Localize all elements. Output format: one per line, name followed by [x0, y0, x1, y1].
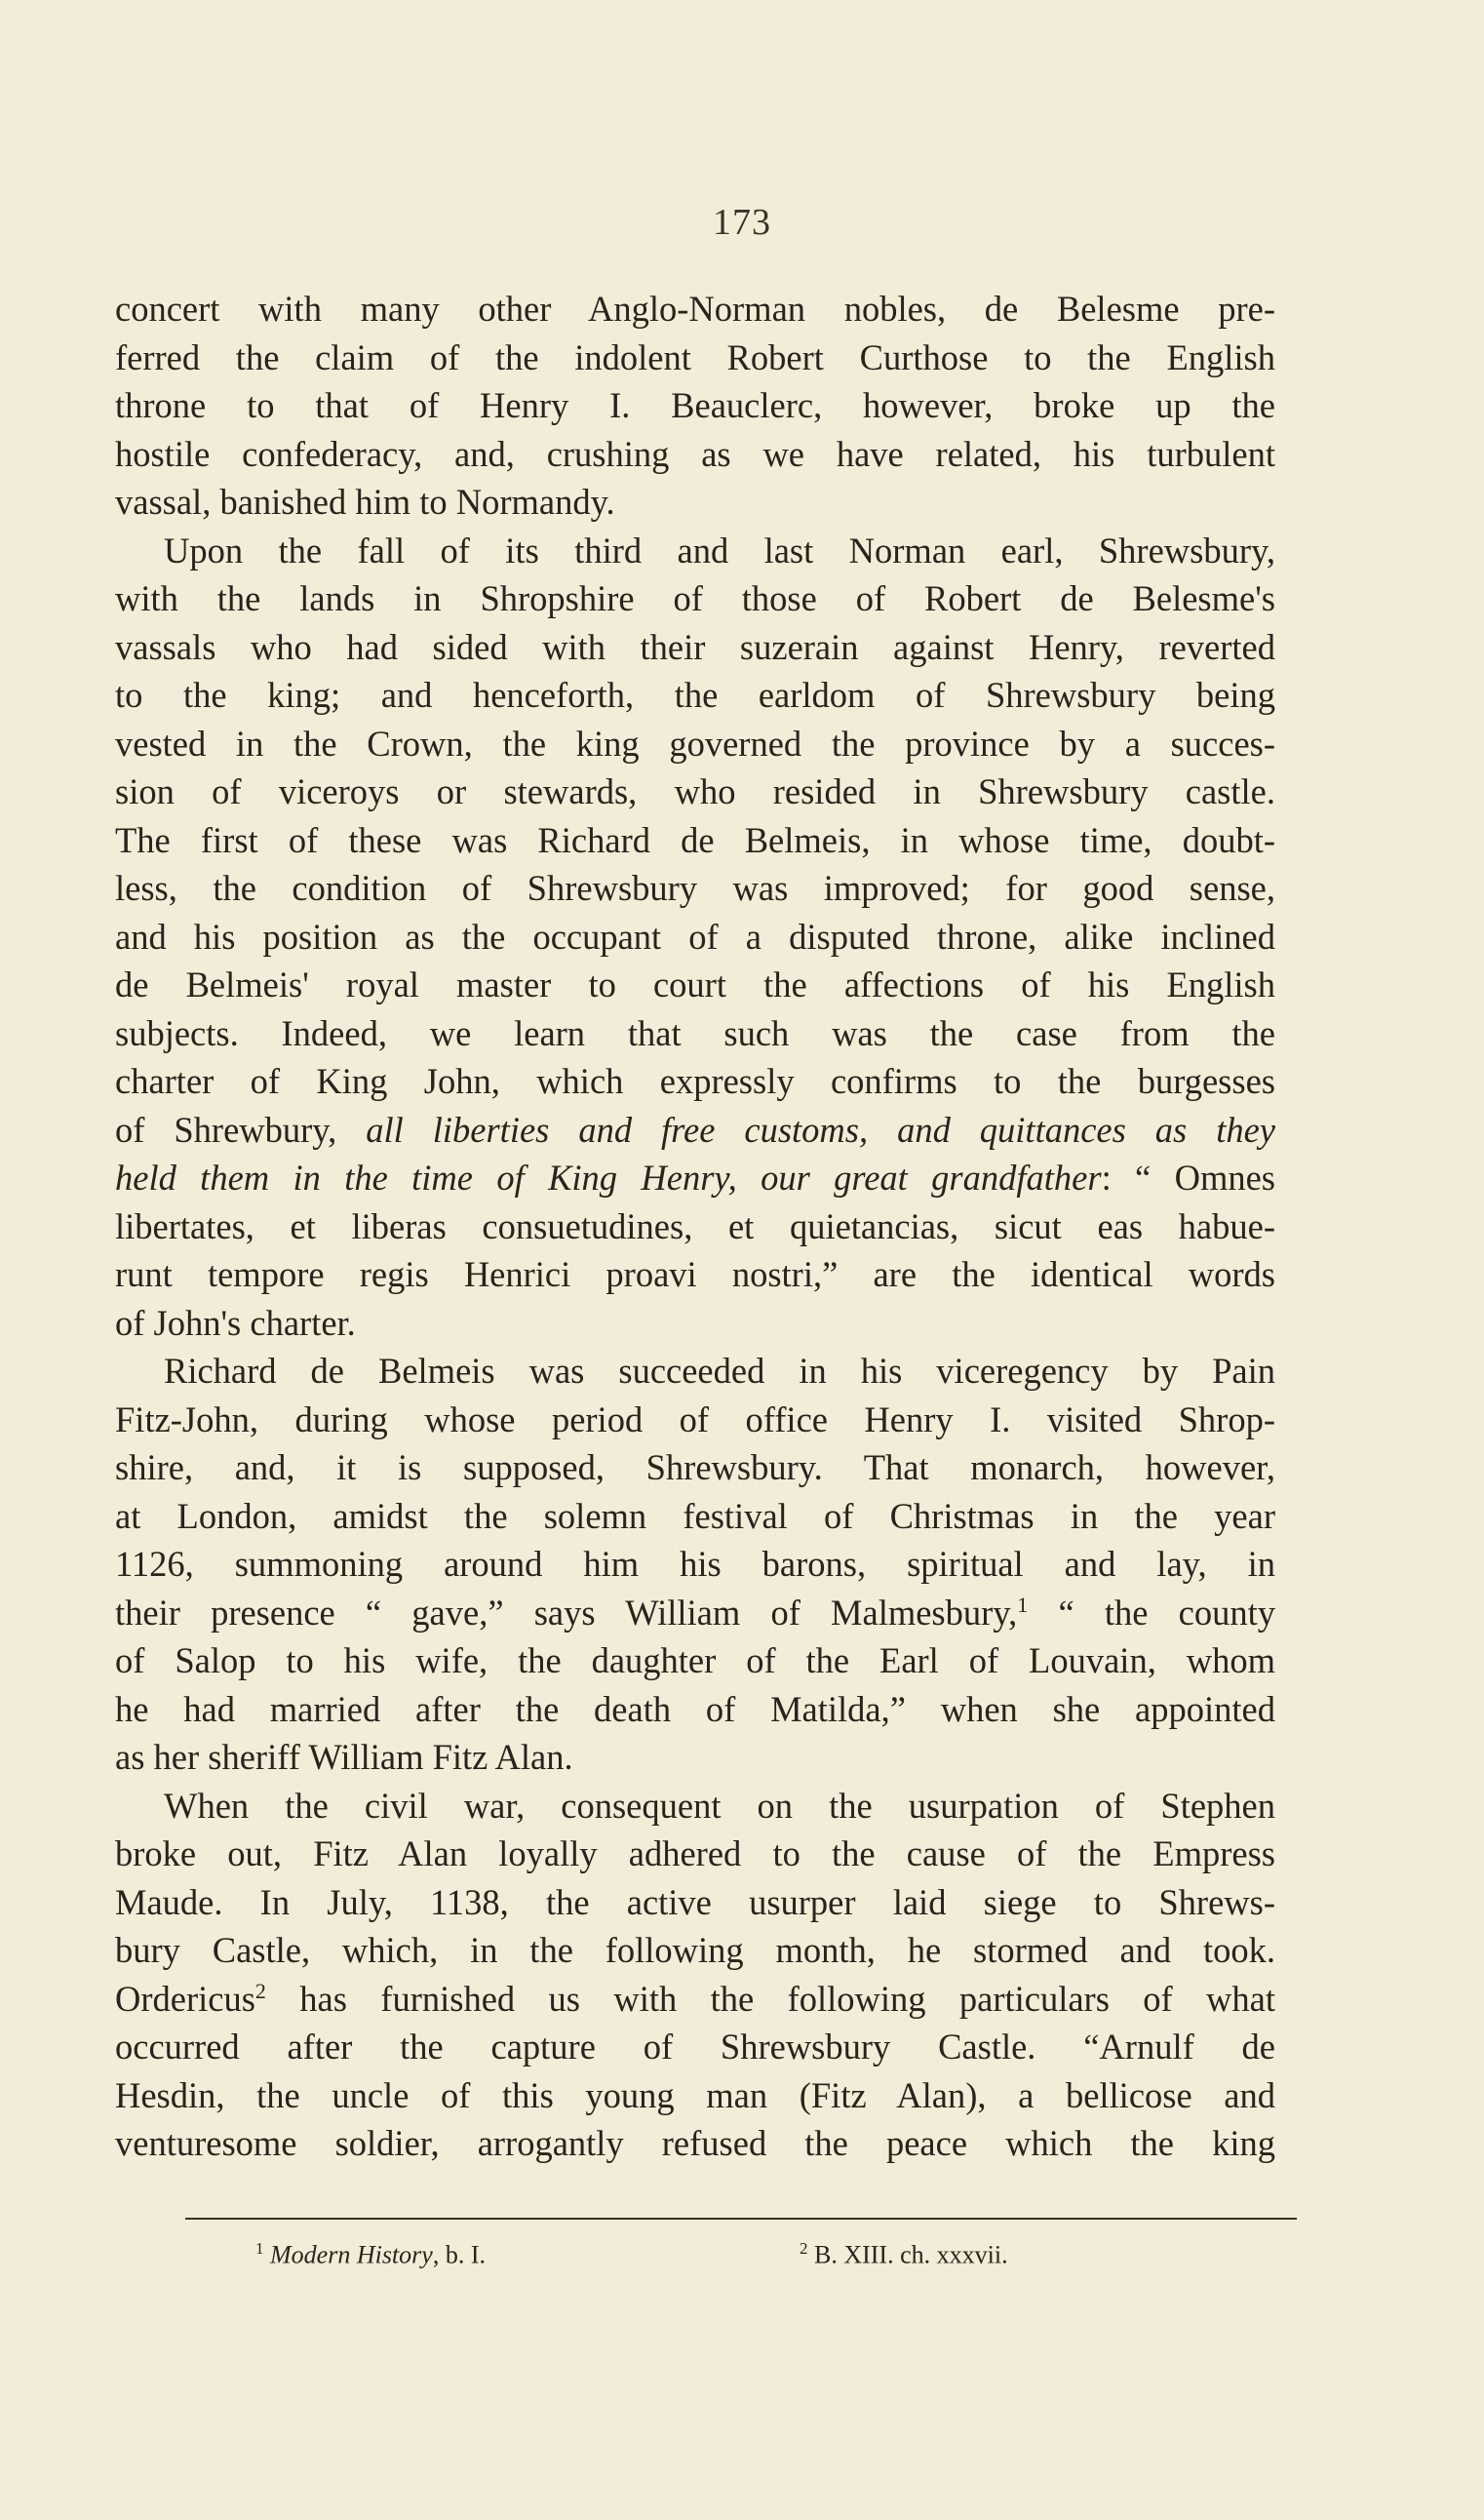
text-span: of Shrewbury, [115, 1109, 367, 1150]
text-line: of John's charter. [115, 1302, 356, 1343]
text-line-mixed [115, 1106, 1275, 1155]
footnote-title: Modern History [270, 2240, 433, 2269]
text-line: bury Castle, which, in the following month, he stormed and took. [115, 1930, 1275, 1970]
text-line: 1126, summoning around him his barons, spiritual and lay, in [115, 1544, 1275, 1584]
text-line: runt tempore regis Henrici proavi nostri,” are the identical words [115, 1254, 1275, 1294]
text-line: and his position as the occupant of a disputed throne, alike inclined [115, 916, 1275, 957]
text-line: Richard de Belmeis was succeeded in his viceregency by Pain [164, 1351, 1275, 1391]
text-line: occurred after the capture of Shrewsbury Castle. “Arnulf de [115, 2027, 1275, 2067]
text-line: with the lands in Shropshire of those of Robert de Belesme's [115, 578, 1275, 618]
text-line: Maude. In July, 1138, the active usurper laid siege to Shrews- [115, 1881, 1275, 1922]
text-span: Ordericus [115, 1978, 255, 2019]
text-line: of Salop to his wife, the daughter of the Earl of Louvain, whom [115, 1640, 1275, 1680]
text-line: The first of these was Richard de Belmeis, in whose time, doubt- [115, 819, 1275, 860]
text-line: shire, and, it is supposed, Shrewsbury. That monarch, however, [115, 1447, 1275, 1487]
text-line: concert with many other Anglo-Norman nobles, de Belesme pre- [115, 289, 1275, 329]
footnote-mark: 1 [255, 2239, 264, 2258]
text-line-mixed [115, 1154, 1275, 1202]
text-line: libertates, et liberas consuetudines, et quietancias, sicut eas habue- [115, 1205, 1275, 1246]
italic-quotation: all liberties and free customs, and quittances as they [366, 1109, 1275, 1150]
footnote-ref-2: 2 [254, 1978, 266, 2003]
text-line: charter of King John, which expressly confirms to the burgesses [115, 1061, 1275, 1101]
footnote-ref-1: 1 [1017, 1592, 1029, 1617]
text-line: vassals who had sided with their suzerain against Henry, reverted [115, 626, 1275, 667]
text-line: he had married after the death of Matilda,” when she appointed [115, 1688, 1275, 1729]
text-line: Fitz-John, during whose period of office Henry I. visited Shrop- [115, 1398, 1275, 1439]
text-line: When the civil war, consequent on the usurpation of Stephen [164, 1785, 1275, 1826]
text-span: their presence “ gave,” says William of Malmesbury, [115, 1592, 1018, 1633]
text-line-mixed [115, 1975, 1275, 2024]
text-line: Upon the fall of its third and last Norman earl, Shrewsbury, [164, 530, 1275, 571]
body-text [115, 285, 1275, 2168]
text-line: vested in the Crown, the king governed the province by a succes- [115, 723, 1275, 764]
text-line: venturesome soldier, arrogantly refused the peace which the king [115, 2123, 1275, 2163]
text-line: hostile confederacy, and, crushing as we have related, his turbulent [115, 433, 1275, 474]
footnote-mark: 2 [800, 2239, 808, 2258]
text-line: as her sheriff William Fitz Alan. [115, 1737, 573, 1777]
text-line: to the king; and henceforth, the earldom of Shrewsbury being [115, 675, 1275, 715]
text-span: : “ Omnes [1101, 1158, 1275, 1198]
text-line-mixed [115, 1589, 1275, 1637]
text-span: has furnished us with the following particulars of what [265, 1978, 1275, 2019]
page-number: 173 [713, 202, 771, 243]
italic-quotation: held them in the time of King Henry, our great grandfather [115, 1158, 1102, 1198]
footnote-divider [185, 2218, 1297, 2220]
text-line: sion of viceroys or stewards, who resided in Shrewsbury castle. [115, 771, 1275, 811]
text-line: less, the condition of Shrewsbury was improved; for good sense, [115, 868, 1275, 908]
text-line: at London, amidst the solemn festival of Christmas in the year [115, 1495, 1275, 1536]
text-line: subjects. Indeed, we learn that such was the case from the [115, 1012, 1275, 1053]
footnote-2 [800, 2239, 1008, 2270]
text-line: Hesdin, the uncle of this young man (Fitz Alan), a bellicose and [115, 2074, 1275, 2115]
footnote-1 [255, 2239, 486, 2270]
text-line: ferred the claim of the indolent Robert Curthose to the English [115, 336, 1275, 377]
text-line: vassal, banished him to Normandy. [115, 482, 615, 522]
footnote-text: , b. I. [432, 2240, 486, 2269]
text-line: broke out, Fitz Alan loyally adhered to the cause of the Empress [115, 1833, 1275, 1873]
text-line: throne to that of Henry I. Beauclerc, however, broke up the [115, 385, 1275, 425]
text-line: de Belmeis' royal master to court the affections of his English [115, 965, 1275, 1004]
footnote-text: B. XIII. ch. xxxvii. [814, 2240, 1008, 2269]
text-span: “ the county [1028, 1592, 1275, 1633]
